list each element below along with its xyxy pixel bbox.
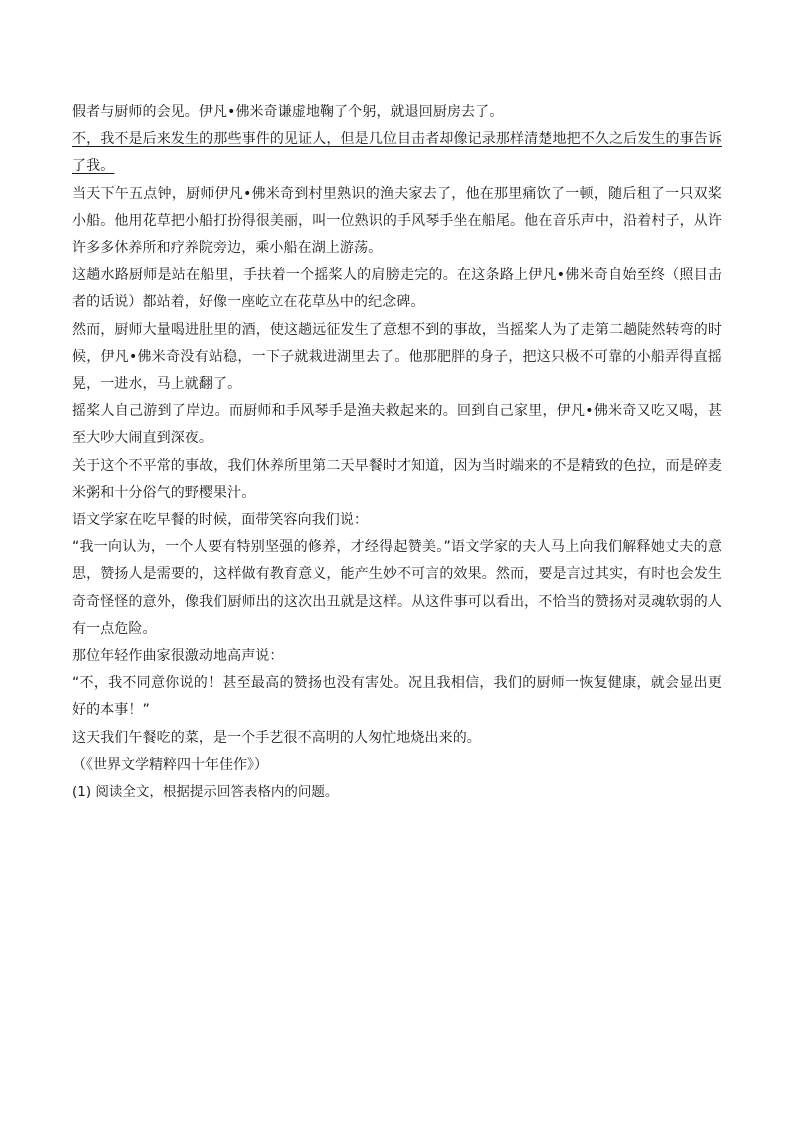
paragraph-6: 摇桨人自己游到了岸边。而厨师和手风琴手是渔夫救起来的。回到自己家里，伊凡•佛米奇又吃又喝，甚至大吵大闹直到深夜。 <box>72 403 722 447</box>
paragraph-9: “我一向认为，一个人要有特别坚强的修养，才经得起赞美。”语文学家的夫人马上向我们解释她丈夫的意思，赞扬人是需要的，这样做有教育意义，能产生妙不可言的效果。然而，要是言过其实，有时也会发生奇奇怪怪的意外，像我们厨师出的这次出丑就是这样。从这件事可以看出，不恰当的赞扬对灵魂软弱的人有一点危险。 <box>72 539 722 637</box>
document-page <box>72 99 722 806</box>
paragraph-10: 那位年轻作曲家很激动地高声说： <box>72 648 284 665</box>
paragraph-5: 然而，厨师大量喝进肚里的酒，使这趟远征发生了意想不到的事故，当摇桨人为了走第二趟陡然转弯的时候，伊凡•佛米奇没有站稳，一下子就栽进湖里去了。他那肥胖的身子，把这只极不可靠的小船弄得直摇晃，一进水，马上就翻了。 <box>72 321 722 393</box>
paragraph-2-underlined: 不，我不是后来发生的那些事件的见证人，但是几位目击者却像记录那样清楚地把不久之后发生的事告诉了我。 <box>72 131 722 175</box>
question-1: (1) 阅读全文，根据提示回答表格内的问题。 <box>72 783 339 800</box>
paragraph-8: 语文学家在吃早餐的时候，面带笑容向我们说： <box>72 512 369 529</box>
paragraph-7: 关于这个不平常的事故，我们休养所里第二天早餐时才知道，因为当时端来的不是精致的色拉，而是碎麦米粥和十分俗气的野樱果汁。 <box>72 457 722 501</box>
paragraph-1: 假者与厨师的会见。伊凡•佛米奇谦虚地鞠了个躬，就退回厨房去了。 <box>72 104 504 120</box>
paragraph-3: 当天下午五点钟，厨师伊凡•佛米奇到村里熟识的渔夫家去了，他在那里痛饮了一顿，随后租了一只双桨小船。他用花草把小船打扮得很美丽，叫一位熟识的手风琴手坐在船尾。他在音乐声中，沿着村子，从许许多多休养所和疗养院旁边，乘小船在湖上游荡。 <box>72 185 722 257</box>
source-citation: （《世界文学精粹四十年佳作》） <box>72 756 268 773</box>
paragraph-11: “不，我不同意你说的！甚至最高的赞扬也没有害处。况且我相信，我们的厨师一恢复健康，就会显出更好的本事！” <box>72 675 722 719</box>
paragraph-12: 这天我们午餐吃的菜，是一个手艺很不高明的人匆忙地烧出来的。 <box>72 729 481 746</box>
paragraph-4: 这趟水路厨师是站在船里，手扶着一个摇桨人的肩膀走完的。在这条路上伊凡•佛米奇自始至终（照目击者的话说）都站着，好像一座屹立在花草丛中的纪念碑。 <box>72 267 722 311</box>
